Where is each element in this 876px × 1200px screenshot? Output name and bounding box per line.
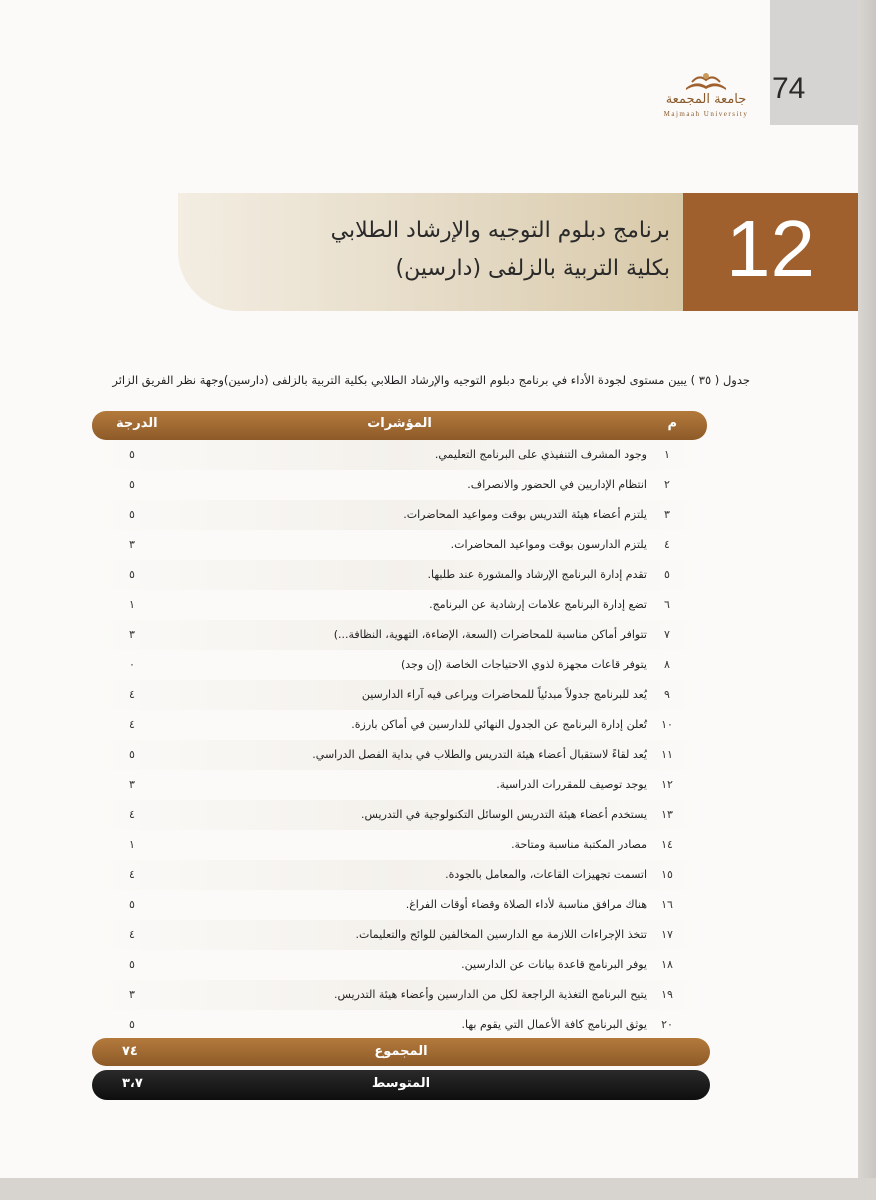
header-degree: الدرجة [116, 416, 158, 431]
row-degree: ٥ [129, 568, 135, 581]
table-row [92, 590, 707, 620]
table-row [92, 770, 707, 800]
table-row [92, 530, 707, 560]
row-number: ٦ [664, 598, 670, 611]
row-number: ١٨ [661, 958, 673, 971]
university-logo [656, 70, 756, 120]
row-degree: ٤ [129, 928, 135, 941]
table-row [92, 470, 707, 500]
section-title-line-2: بكلية التربية بالزلفى (دارسين) [395, 256, 670, 281]
table-row [92, 1010, 707, 1040]
row-degree: ٥ [129, 1018, 135, 1031]
row-number: ٤ [664, 538, 670, 551]
row-number: ٩ [664, 688, 670, 701]
row-indicator: هناك مرافق مناسبة لأداء الصلاة وقضاء أوقات الفراغ. [405, 898, 647, 911]
row-number: ٢٠ [661, 1018, 673, 1031]
row-degree: ٤ [129, 718, 135, 731]
row-number: ٣ [664, 508, 670, 521]
section-number: 12 [726, 204, 815, 293]
row-degree: ٤ [129, 868, 135, 881]
header-number: م [667, 416, 677, 431]
table-row [92, 650, 707, 680]
row-indicator: تقدم إدارة البرنامج الإرشاد والمشورة عند طلبها. [427, 568, 647, 581]
total-row [92, 1038, 710, 1066]
row-degree: ١ [129, 838, 135, 851]
row-degree: ٤ [129, 688, 135, 701]
row-indicator: يوفر البرنامج قاعدة بيانات عن الدارسين. [461, 958, 647, 971]
table-row [92, 680, 707, 710]
row-degree: ٥ [129, 448, 135, 461]
table-row [92, 920, 707, 950]
row-degree: ٥ [129, 958, 135, 971]
row-indicator: يُعد لقاءً لاستقبال أعضاء هيئة التدريس والطلاب في بداية الفصل الدراسي. [312, 748, 647, 761]
row-number: ٧ [664, 628, 670, 641]
row-indicator: يستخدم أعضاء هيئة التدريس الوسائل التكنولوجية في التدريس. [361, 808, 647, 821]
row-degree: ٥ [129, 508, 135, 521]
page-number: 74 [772, 72, 806, 105]
book-logo-icon [684, 70, 728, 92]
table-row [92, 620, 707, 650]
row-indicator: تضع إدارة البرنامج علامات إرشادية عن البرنامج. [429, 598, 647, 611]
row-indicator: يتوفر قاعات مجهزة لذوي الاحتياجات الخاصة (إن وجد) [400, 658, 647, 671]
row-degree: ٣ [129, 778, 135, 791]
row-indicator: تتوافر أماكن مناسبة للمحاضرات (السعة، الإضاءة، التهوية، النظافة...) [333, 628, 647, 641]
row-indicator: وجود المشرف التنفيذي على البرنامج التعليمي. [434, 448, 647, 461]
row-number: ١٧ [661, 928, 673, 941]
row-number: ١٣ [661, 808, 673, 821]
average-label: المتوسط [371, 1076, 431, 1091]
row-indicator: يوجد توصيف للمقررات الدراسية. [496, 778, 647, 791]
average-row [92, 1070, 710, 1100]
page-edge-bottom [0, 1178, 876, 1200]
table-row [92, 710, 707, 740]
section-title [190, 212, 670, 288]
row-number: ١٢ [661, 778, 673, 791]
row-indicator: يُعد للبرنامج جدولاً مبدئياً للمحاضرات ويراعى فيه آراء الدارسين [361, 688, 647, 701]
section-title-line-1: برنامج دبلوم التوجيه والإرشاد الطلابي [330, 218, 670, 243]
row-number: ١٠ [661, 718, 673, 731]
row-number: ١٤ [661, 838, 673, 851]
row-degree: ٤ [129, 808, 135, 821]
table-row [92, 980, 707, 1010]
row-indicator: مصادر المكتبة مناسبة ومتاحة. [511, 838, 647, 851]
logo-english-text: Majmaah University [663, 110, 749, 118]
row-degree: ١ [129, 598, 135, 611]
logo-arabic-text: جامعة المجمعة [665, 92, 747, 107]
row-number: ١٩ [661, 988, 673, 1001]
row-degree: ٥ [129, 478, 135, 491]
average-value: ٣،٧ [122, 1076, 143, 1091]
row-number: ١١ [661, 748, 673, 761]
row-indicator: تتخذ الإجراءات اللازمة مع الدارسين المخالفين للوائح والتعليمات. [355, 928, 647, 941]
page-edge-right [858, 0, 876, 1200]
table-body [92, 440, 707, 1040]
row-number: ٨ [664, 658, 670, 671]
table-row [92, 860, 707, 890]
table-row [92, 560, 707, 590]
row-indicator: انتظام الإداريين في الحضور والانصراف. [467, 478, 647, 491]
row-indicator: يوثق البرنامج كافة الأعمال التي يقوم بها. [461, 1018, 647, 1031]
row-indicator: يلتزم الدارسون بوقت ومواعيد المحاضرات. [450, 538, 647, 551]
table-row [92, 500, 707, 530]
row-number: ١٦ [661, 898, 673, 911]
row-indicator: تُعلن إدارة البرنامج عن الجدول النهائي للدارسين في أماكن بارزة. [351, 718, 647, 731]
row-number: ٢ [664, 478, 670, 491]
table-row [92, 800, 707, 830]
page-tab [770, 0, 858, 125]
total-label: المجموع [374, 1044, 428, 1059]
row-number: ١ [664, 448, 670, 461]
row-degree: ٣ [129, 988, 135, 1001]
row-degree: ٥ [129, 748, 135, 761]
row-indicator: اتسمت تجهيزات القاعات، والمعامل بالجودة. [445, 868, 647, 881]
table-header [92, 411, 707, 440]
table-row [92, 830, 707, 860]
row-degree: ٥ [129, 898, 135, 911]
row-degree: ٣ [129, 628, 135, 641]
table-row [92, 950, 707, 980]
row-degree: ٣ [129, 538, 135, 551]
header-indicators: المؤشرات [367, 416, 432, 431]
total-value: ٧٤ [122, 1044, 138, 1059]
section-number-box [683, 193, 858, 311]
row-indicator: يلتزم أعضاء هيئة التدريس بوقت ومواعيد المحاضرات. [403, 508, 647, 521]
row-degree: ٠ [129, 658, 135, 671]
table-row [92, 740, 707, 770]
row-number: ٥ [664, 568, 670, 581]
row-number: ١٥ [661, 868, 673, 881]
table-row [92, 890, 707, 920]
table-caption: جدول ( ٣٥ ) يبين مستوى لجودة الأداء في برنامج دبلوم التوجيه والإرشاد الطلابي بكلية التربية بالزلفى (دارسين)وجهة نظر الفريق الزائر [112, 373, 750, 387]
table-row [92, 440, 707, 470]
row-indicator: يتيح البرنامج التغذية الراجعة لكل من الدارسين وأعضاء هيئة التدريس. [334, 988, 647, 1001]
